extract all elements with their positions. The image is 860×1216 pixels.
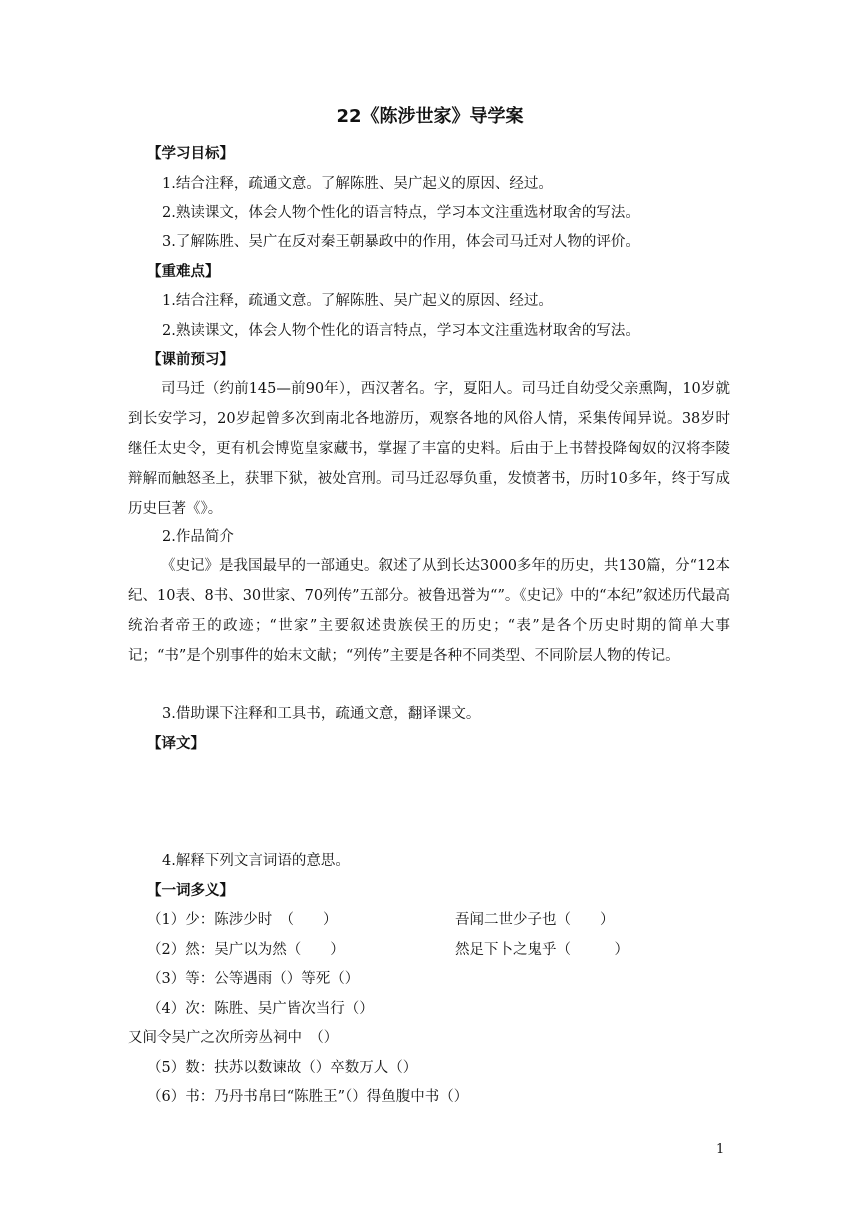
polysemy-row bbox=[147, 935, 732, 965]
step-4-text: 4.解释下列文言词语的意思。 bbox=[162, 853, 350, 869]
key-point-item: 2.熟读课文，体会人物个性化的语言特点，学习本文注重选材取舍的写法。 bbox=[162, 323, 640, 339]
polysemy-left: （3）等：公等遇雨（）等死（） bbox=[147, 971, 360, 987]
polysemy-extra: 又间令吴广之次所旁丛祠中 （） bbox=[128, 1030, 339, 1046]
polysemy-row: （5）数：扶苏以数谏故（）卒数万人（） bbox=[147, 1060, 418, 1076]
goals-heading: 【学习目标】 bbox=[147, 146, 234, 162]
polysemy-row bbox=[147, 964, 732, 994]
translation-heading: 【译文】 bbox=[147, 736, 205, 752]
polysemy-left: （4）次：陈胜、吴广皆次当行（） bbox=[147, 1001, 374, 1017]
goal-item: 1.结合注释，疏通文意。了解陈胜、吴广起义的原因、经过。 bbox=[162, 176, 553, 192]
works-paragraph: 《史记》是我国最早的一部通史。叙述了从到长达3000多年的历史，共130篇，分“12本纪、10表、8书、30世家、70列传”五部分。被鲁迅誉为“”。《史记》中的“本纪”叙述历代最高统治者帝王的政迹；“世家”主要叙述贵族侯王的历史；“表”是各个历史时期的简单大事记；“书”是个别事件的始末文献；“列传”主要是各种不同类型、不同阶层人物的传记。 bbox=[128, 558, 730, 664]
polysemy-heading: 【一词多义】 bbox=[147, 883, 234, 899]
polysemy-left: （2）然：吴广以为然（ ） bbox=[147, 942, 345, 958]
goal-item: 2.熟读课文，体会人物个性化的语言特点，学习本文注重选材取舍的写法。 bbox=[162, 205, 640, 221]
polysemy-right: 然足下卜之鬼乎（ ） bbox=[455, 942, 629, 958]
works-heading: 2.作品简介 bbox=[162, 529, 234, 545]
polysemy-right: 吾闻二世少子也（ ） bbox=[455, 912, 615, 928]
author-paragraph: 司马迁（约前145—前90年），西汉著名。字，夏阳人。司马迁自幼受父亲熏陶，10岁就到长安学习，20岁起曾多次到南北各地游历，观察各地的风俗人情，采集传闻异说。38岁时继任太史令，更有机会博览皇家藏书，掌握了丰富的史料。后由于上书替投降匈奴的汉将李陵辩解而触怒圣上，获罪下狱，被处宫刑。司马迁忍辱负重，发愤著书，历时10多年，终于写成历史巨著《》。 bbox=[128, 381, 730, 517]
preview-heading: 【课前预习】 bbox=[147, 352, 234, 368]
polysemy-left: （1）少：陈涉少时 （ ） bbox=[147, 912, 338, 928]
page-title: 22《陈涉世家》导学案 bbox=[336, 106, 524, 127]
polysemy-row bbox=[147, 905, 732, 935]
step-3-text: 3.借助课下注释和工具书，疏通文意，翻译课文。 bbox=[162, 706, 481, 722]
polysemy-row bbox=[147, 994, 732, 1024]
polysemy-row: （6）书：乃丹书帛曰“陈胜王”（）得鱼腹中书（） bbox=[147, 1089, 469, 1105]
goal-item: 3.了解陈胜、吴广在反对秦王朝暴政中的作用，体会司马迁对人物的评价。 bbox=[162, 234, 640, 250]
key-point-item: 1.结合注释，疏通文意。了解陈胜、吴广起义的原因、经过。 bbox=[162, 293, 553, 309]
page-number: 1 bbox=[716, 1142, 725, 1157]
key-heading: 【重难点】 bbox=[147, 264, 220, 280]
